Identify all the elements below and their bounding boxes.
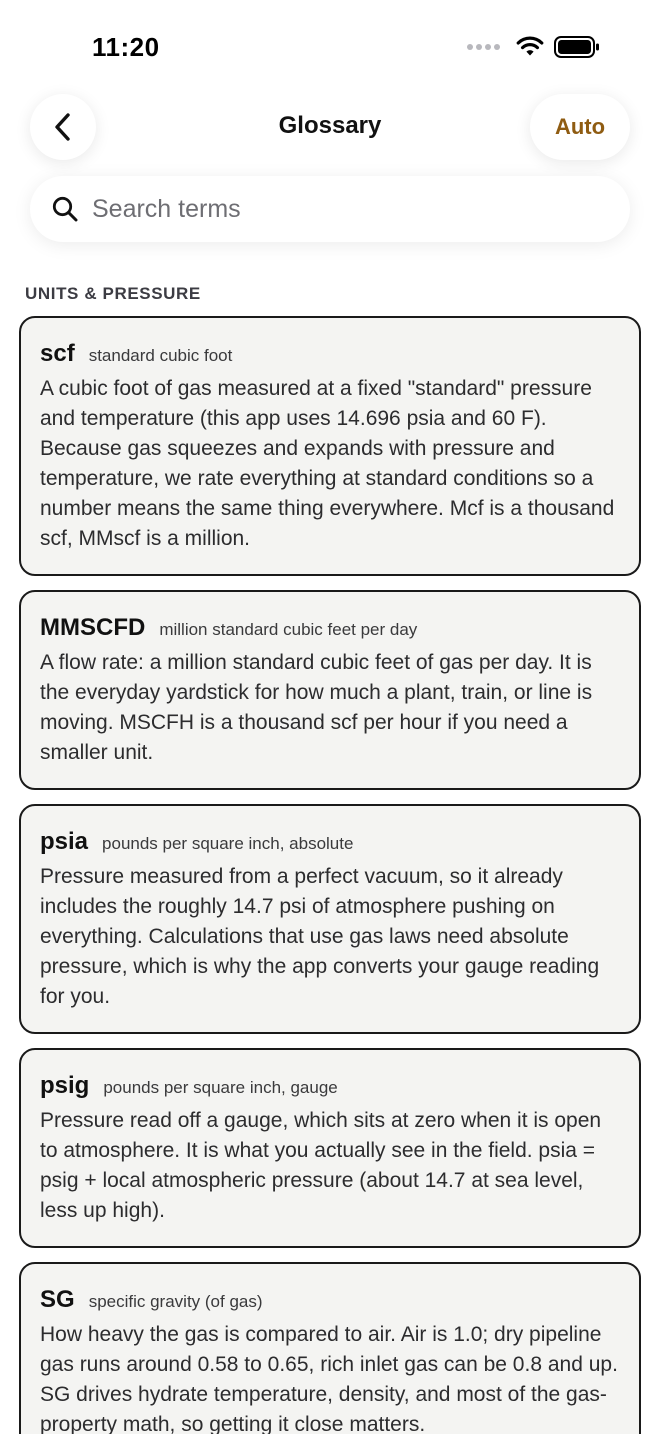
term-card-psig[interactable] — [19, 1048, 641, 1248]
term-abbrev: psia — [40, 828, 89, 855]
page-title: Glossary — [278, 112, 382, 139]
term-card-psia[interactable] — [19, 804, 641, 1034]
term-description: Pressure measured from a perfect vacuum, so it already includes the roughly 14.7 psi of atmosphere pushing on everything. Calculations that use gas laws need absolute pressure, which is why the app converts your gauge reading for you. — [40, 865, 600, 1008]
search-input[interactable] — [92, 195, 572, 224]
term-header — [40, 828, 621, 856]
nav-bar — [0, 94, 660, 160]
status-bar — [0, 0, 660, 96]
term-abbrev: MMSCFD — [40, 614, 146, 641]
term-card-mmscfd[interactable] — [19, 590, 641, 790]
term-abbrev: psig — [40, 1072, 90, 1099]
search-bar[interactable] — [30, 176, 630, 242]
wifi-icon — [516, 36, 544, 58]
status-time: 11:20 — [92, 32, 160, 62]
section-header: UNITS & PRESSURE — [25, 284, 201, 303]
term-list — [19, 316, 641, 1434]
term-header — [40, 1072, 621, 1100]
term-description: A cubic foot of gas measured at a fixed "standard" pressure and temperature (this app uses 14.696 psia and 60 F). Because gas squeezes and expands with pressure and temperature, we rate everything at standard conditions so a number means the same thing everywhere. Mcf is a thousand scf, MMscf is a million. — [40, 377, 615, 550]
term-description: Pressure read off a gauge, which sits at zero when it is open to atmosphere. It is what you actually see in the field. psia = psig + local atmospheric pressure (about 14.7 at sea level, less up high). — [40, 1109, 602, 1222]
term-description: A flow rate: a million standard cubic feet of gas per day. It is the everyday yardstick for how much a plant, train, or line is moving. MSCFH is a thousand scf per hour if you need a smaller unit. — [40, 651, 593, 764]
term-full-name: pounds per square inch, gauge — [103, 1078, 338, 1097]
battery-icon — [554, 36, 600, 58]
term-full-name: pounds per square inch, absolute — [102, 834, 354, 853]
auto-button[interactable]: Auto — [530, 94, 630, 160]
term-card-scf[interactable] — [19, 316, 641, 576]
signal-icon — [467, 44, 500, 50]
term-full-name: million standard cubic feet per day — [159, 620, 418, 639]
term-header — [40, 614, 621, 642]
term-full-name: specific gravity (of gas) — [88, 1292, 263, 1311]
term-description: How heavy the gas is compared to air. Air is 1.0; dry pipeline gas runs around 0.58 to 0.65, rich inlet gas can be 0.8 and up. SG drives hydrate temperature, density, and most of the gas-property math, so getting it close matters. — [40, 1323, 618, 1434]
term-card-sg[interactable] — [19, 1262, 641, 1434]
term-abbrev: scf — [40, 340, 75, 367]
term-header — [40, 1286, 621, 1314]
term-full-name: standard cubic foot — [88, 346, 233, 365]
term-abbrev: SG — [40, 1286, 75, 1313]
search-icon — [52, 196, 78, 222]
term-header — [40, 340, 621, 368]
status-icons — [467, 36, 600, 58]
